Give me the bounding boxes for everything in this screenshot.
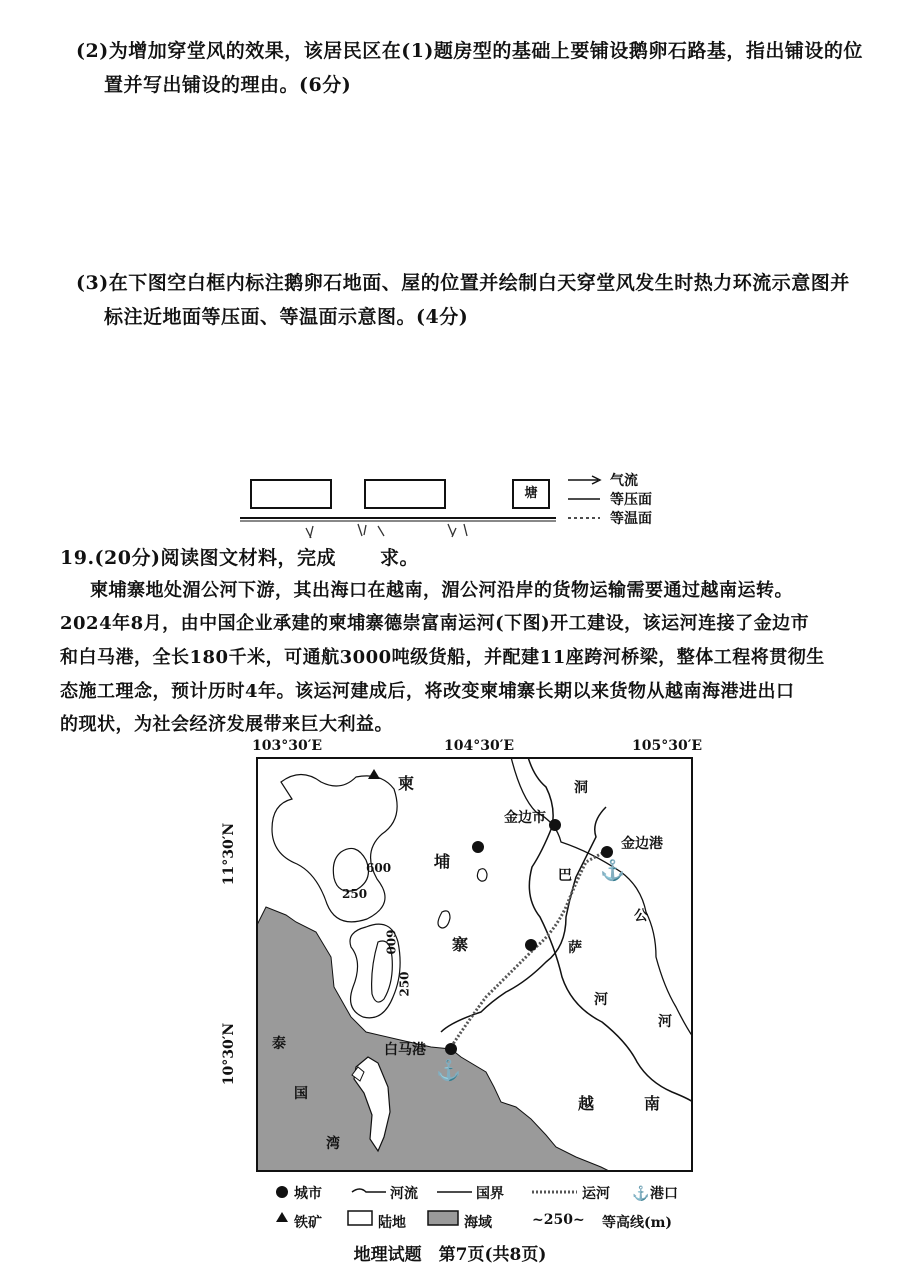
- lat-label-2: 10°30′N: [221, 1022, 238, 1086]
- q19-para-line5: 的现状，为社会经济发展带来巨大利益。: [60, 714, 393, 735]
- diagram-legend-symbols: [566, 470, 606, 528]
- label-gulf-1: 泰: [272, 1036, 286, 1052]
- q19-header: [60, 541, 419, 575]
- svg-text:⚓: ⚓: [632, 1186, 650, 1202]
- lat-label-1: 11°30′N: [221, 822, 238, 886]
- legend-isobar: 等压面: [610, 492, 652, 508]
- label-port-pp: 金边港: [621, 836, 663, 852]
- contour-label-4: 250: [397, 971, 412, 997]
- pond-box: [512, 479, 550, 509]
- lon-label-1: 103°30′E: [252, 738, 323, 754]
- legend-river: 河流: [390, 1186, 418, 1202]
- legend-city: 城市: [294, 1186, 322, 1202]
- label-mekong-2: 公: [634, 908, 648, 924]
- legend-mine: 铁矿: [294, 1215, 322, 1231]
- label-cambodia-3: 寨: [452, 935, 469, 954]
- label-vietnam-1: 越: [578, 1094, 595, 1113]
- legend-contour: 等高线(m): [602, 1215, 673, 1231]
- pond-label: 塘: [524, 486, 538, 501]
- city-dot-2: [525, 939, 537, 951]
- legend-border: 国界: [476, 1186, 504, 1202]
- anchor-icon-2: ⚓: [436, 1058, 461, 1082]
- label-vietnam-2: 南: [644, 1094, 661, 1113]
- lon-label-3: 105°30′E: [632, 738, 703, 754]
- q19-para-line2: 2024年8月，由中国企业承建的柬埔寨德崇富南运河(下图)开工建设，该运河连接了金边市: [60, 613, 810, 634]
- map: [256, 757, 693, 1172]
- legend-land: 陆地: [378, 1215, 406, 1231]
- label-bassac-1: 巴: [558, 868, 572, 884]
- contour-label-1: 600: [366, 861, 392, 875]
- page-footer: 地理试题 第7页(共8页): [353, 1245, 547, 1265]
- label-bassac-3: 河: [594, 992, 608, 1008]
- contour-label-3: 600: [383, 929, 398, 955]
- label-lake-1: 洞: [574, 780, 588, 796]
- label-mekong-3: 河: [658, 1014, 672, 1030]
- blank-box-left[interactable]: [250, 479, 332, 509]
- contour-label-2: 250: [342, 887, 368, 901]
- legend-airflow: 气流: [610, 473, 638, 489]
- blank-box-middle[interactable]: [364, 479, 446, 509]
- q3-line1: (3)在下图空白框内标注鹅卵石地面、屋的位置并绘制白天穿堂风发生时热力环流示意图并: [76, 272, 850, 294]
- city-dot-phnom-penh: [549, 819, 561, 831]
- legend-port: 港口: [650, 1186, 678, 1202]
- label-cambodia-1: 柬: [398, 774, 415, 793]
- city-dot-1: [472, 841, 484, 853]
- q2-line1: (2)为增加穿堂风的效果，该居民区在(1)题房型的基础上要铺设鹅卵石路基，指出铺设的位: [76, 40, 863, 62]
- q19-para-line4: 态施工理念，预计历时4年。该运河建成后，将改变柬埔寨长期以来货物从越南海港进出口: [60, 681, 795, 702]
- q19-para-line3: 和白马港，全长180千米，可通航3000吨级货船，并配建11座跨河桥梁，整体工程将贯彻生: [60, 647, 825, 668]
- label-gulf-2: 国: [294, 1086, 308, 1102]
- city-dot-baima: [445, 1043, 457, 1055]
- label-cambodia-2: 埔: [434, 852, 451, 871]
- legend-sea: 海域: [464, 1215, 492, 1231]
- map-svg: [256, 757, 693, 1172]
- q19-para-line1: 柬埔寨地处湄公河下游，其出海口在越南，湄公河沿岸的货物运输需要通过越南运转。: [90, 580, 793, 601]
- q3-line2: 标注近地面等压面、等温面示意图。(4分): [104, 306, 469, 328]
- label-gulf-3: 湾: [326, 1136, 340, 1152]
- q19-header-tail: 求。: [379, 547, 419, 569]
- label-phnom-penh: 金边市: [504, 810, 546, 826]
- label-bassac-2: 萨: [568, 940, 582, 956]
- port-dot-pp: [601, 846, 613, 858]
- label-baima: 白马港: [384, 1042, 426, 1058]
- legend-canal: 运河: [582, 1186, 610, 1202]
- legend-isotherm: 等温面: [610, 511, 652, 527]
- anchor-icon-1: ⚓: [600, 858, 625, 882]
- q19-header-text: 19.(20分)阅读图文材料，完成: [60, 547, 336, 569]
- legend-contour-sample: ~250~: [532, 1212, 585, 1228]
- lon-label-2: 104°30′E: [444, 738, 515, 754]
- q2-line2: 置并写出铺设的理由。(6分): [104, 74, 352, 96]
